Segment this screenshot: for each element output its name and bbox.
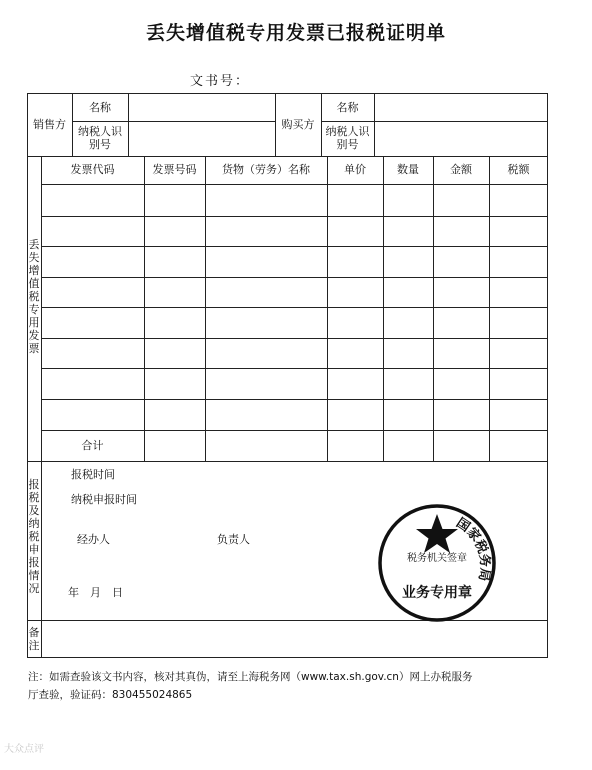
buyer-taxid-label: 纳税人识别号 [325,125,370,151]
footer-note-line2: 厅查验，验证码：830455024865 [28,689,193,701]
total-label: 合计 [81,439,104,452]
responsible-label: 负责人 [217,533,250,546]
col-header-invoice-number: 发票号码 [152,163,197,176]
buyer-label: 购买方 [281,118,315,131]
remarks-label: 备注 [28,626,40,652]
handler-label: 经办人 [77,533,110,546]
col-header-tax: 税额 [507,163,530,176]
seal-outer-text: 国家税务局 [453,515,493,583]
seal-star-icon [416,514,458,553]
invoice-section-label: 丢失增值税专用发票 [28,238,40,355]
page-title: 丢失增值税专用发票已报税证明单 [145,22,446,44]
col-header-amount: 金额 [450,163,472,176]
doc-number-label: 文书号： [190,74,251,89]
filing-time-label: 报税时间 [71,468,115,481]
declare-time-label: 纳税申报时间 [71,493,137,506]
seller-taxid-label: 纳税人识别号 [78,125,122,151]
seal-middle-text: 税务机关签章 [407,553,467,564]
col-header-quantity: 数量 [397,163,419,176]
footer-note-line1: 注：如需查验该文书内容，核对其真伪，请至上海税务网（www.tax.sh.gov.cn）网上办税服务 [28,671,473,683]
tax-filing-section-label: 报税及纳税申报情况 [28,478,40,595]
col-header-invoice-code: 发票代码 [70,163,115,176]
seal-bottom-text: 业务专用章 [402,585,472,601]
seller-label: 销售方 [33,118,66,131]
col-header-unit-price: 单价 [344,163,366,176]
official-seal [374,500,500,626]
date-label: 年 月 日 [68,586,123,599]
col-header-goods-name: 货物（劳务）名称 [222,163,310,176]
watermark-text: 大众点评 [4,744,44,755]
buyer-name-label: 名称 [336,101,359,114]
footer-note [28,668,548,704]
seller-name-label: 名称 [89,101,111,114]
